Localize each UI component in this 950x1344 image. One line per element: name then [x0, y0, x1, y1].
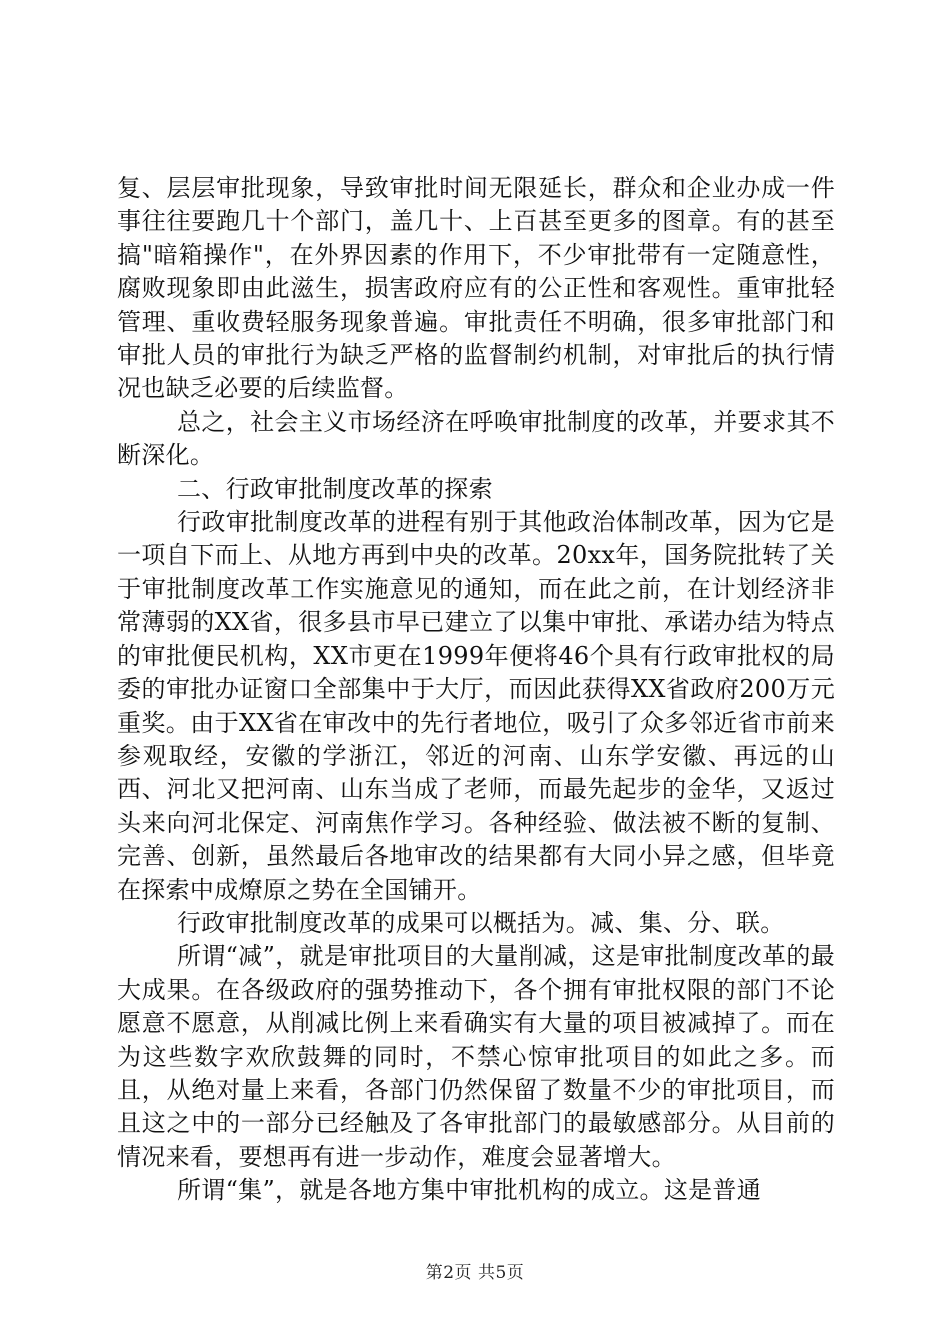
page-number-footer: 第2页 共5页	[425, 1263, 525, 1283]
paragraph-4: 行政审批制度改革的成果可以概括为。减、集、分、联。	[177, 908, 785, 937]
paragraph-3: 行政审批制度改革的进程有别于其他政治体制改革，因为它是一项自下而上、从地方再到中央的改革。20xx年，国务院批转了关于审批制度改革工作实施意见的通知，而在此之前，在计划经济非常薄弱的XX省，很多县市早已建立了以集中审批、承诺办结为特点的审批便民机构，XX市更在1999年便将46个具有行政审批权的局委的审批办证窗口全部集中于大厅，而因此获得XX省政府200万元重奖。由于XX省在审改中的先行者地位，吸引了众多邻近省市前来参观取经，安徽的学浙江，邻近的河南、山东学安徽、再远的山西、河北又把河南、山东当成了老师，而最先起步的金华，又返过头来向河北保定、河南焦作学习。各种经验、做法被不断的复制、完善、创新，虽然最后各地审改的结果都有大同小异之感，但毕竟在探索中成燎原之势在全国铺开。	[117, 508, 835, 904]
paragraph-1: 复、层层审批现象，导致审批时间无限延长，群众和企业办成一件事往往要跑几十个部门，盖几十、上百甚至更多的图章。有的甚至搞"暗箱操作"，在外界因素的作用下，不少审批带有一定随意性，腐败现象即由此滋生，损害政府应有的公正性和客观性。重审批轻管理、重收费轻服务现象普遍。审批责任不明确，很多审批部门和审批人员的审批行为缺乏严格的监督制约机制，对审批后的执行情况也缺乏必要的后续监督。	[117, 174, 835, 403]
document-body	[117, 172, 835, 1208]
paragraph-5: 所谓“减”，就是审批项目的大量削减，这是审批制度改革的最大成果。在各级政府的强势推动下，各个拥有审批权限的部门不论愿意不愿意，从削减比例上来看确实有大量的项目被减掉了。而在为这些数字欢欣鼓舞的同时，不禁心惊审批项目的如此之多。而且，从绝对量上来看，各部门仍然保留了数量不少的审批项目，而且这之中的一部分已经触及了各审批部门的最敏感部分。从目前的情况来看，要想再有进一步动作，难度会显著增大。	[117, 942, 835, 1171]
section-heading: 二、行政审批制度改革的探索	[177, 474, 493, 503]
paragraph-2: 总之，社会主义市场经济在呼唤审批制度的改革，并要求其不断深化。	[117, 407, 835, 470]
paragraph-6: 所谓“集”，就是各地方集中审批机构的成立。这是普通	[177, 1176, 762, 1205]
